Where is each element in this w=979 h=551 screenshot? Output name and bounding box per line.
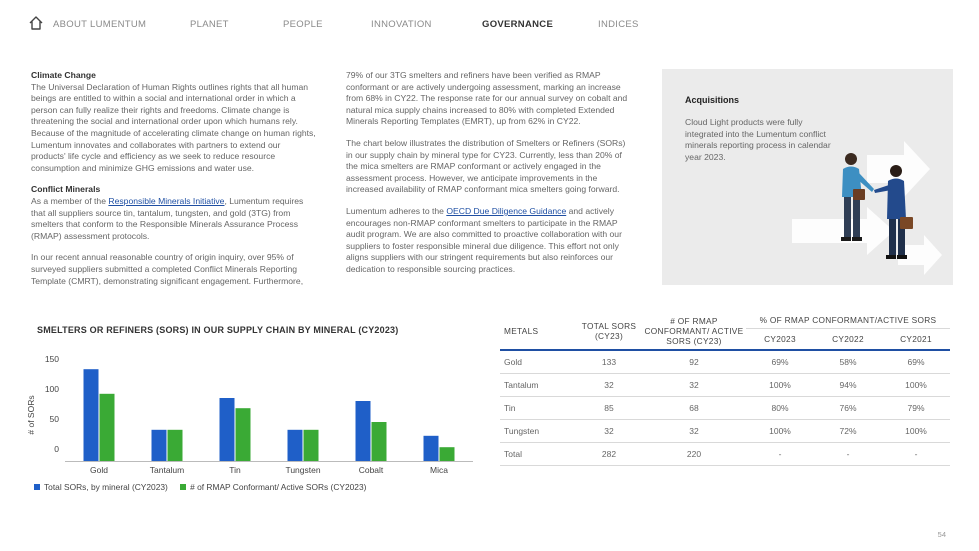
chart-legend: [34, 482, 376, 492]
cell-cy2021: 100%: [882, 419, 950, 442]
nav-item-innovation[interactable]: INNOVATION: [371, 19, 432, 30]
bar-gold-series-1: [100, 394, 115, 461]
cell-conformant: 32: [642, 373, 746, 396]
page-number: 54: [937, 530, 946, 539]
bar-tin-series-0: [220, 398, 235, 461]
y-axis-label: # of SORs: [26, 395, 36, 435]
cell-cy2021: 69%: [882, 350, 950, 373]
rmap-paragraph: 79% of our 3TG smelters and refiners have been verified as RMAP conformant or are actively undergoing assessment, marking an increase from 68% in CY22. The response rate for our annual survey on cobalt and natural mica supply chains increased to 80% with completed Extended Minerals Reporting Templates (EMRT), up from 62% in CY22.: [346, 70, 628, 127]
acquisitions-text: Cloud Light products were fully integrated into the Lumentum conflict minerals reporting process in calendar year 2023.: [685, 117, 831, 162]
cell-metal: Tantalum: [500, 373, 576, 396]
bar-mica-series-0: [424, 436, 439, 461]
nav-item-planet[interactable]: PLANET: [190, 19, 229, 30]
acquisitions-title: Acquisitions: [685, 95, 740, 105]
home-icon[interactable]: [28, 15, 44, 31]
header-conformant-sors: # OF RMAP CONFORMANT/ ACTIVE SORS (CY23): [644, 315, 744, 346]
top-navigation: [28, 12, 958, 36]
sor-bar-chart: [25, 338, 480, 478]
cell-cy2022: 94%: [814, 373, 882, 396]
chart-title: SMELTERS OR REFINERS (SORS) IN OUR SUPPLY CHAIN BY MINERAL (CY2023): [37, 325, 399, 335]
bar-tungsten-series-1: [304, 430, 319, 461]
cell-cy2023: 100%: [746, 419, 814, 442]
cell-metal: Tungsten: [500, 419, 576, 442]
conflict-minerals-heading: Conflict Minerals: [31, 184, 101, 195]
text-span: , Lumentum requires that all suppliers source tin, tantalum, tungsten, and gold (3TG) from smelters that conform to the Responsible Minerals Assurance Process (RMAP) assessment protocols.: [31, 195, 304, 241]
bar-gold-series-0: [84, 369, 99, 461]
cell-metal: Total: [500, 442, 576, 465]
oecd-paragraph: [346, 206, 631, 276]
nav-item-indices[interactable]: INDICES: [598, 19, 639, 30]
cell-cy2022: 72%: [814, 419, 882, 442]
acquisitions-box: [662, 69, 953, 285]
text-span: and actively encourages non-RMAP conformant smelters to participate in the RMAP audit program. We are also committed to proactive collaboration with our suppliers to foster responsible mineral due diligence. This effort not only aligns suppliers with our stringent requirements but also reinforces our dedication to responsible sourcing practices.: [346, 205, 622, 274]
x-tick-label: Tungsten: [285, 465, 321, 475]
table-row: [500, 373, 950, 396]
header-year-2023: CY2023: [746, 328, 814, 350]
header-metals: METALS: [504, 325, 539, 336]
chart-intro-paragraph: The chart below illustrates the distribution of Smelters or Refiners (SORs) in our supply chain by mineral type for CY23. Currently, less than 20% of the mica smelters are RMAP conformant or actively engaged in the assessment process. However, we anticipate improvements in the increased availability of RMAP conformant mica smelters going forward.: [346, 137, 626, 195]
bar-mica-series-1: [440, 447, 455, 461]
x-tick-label: Tin: [229, 465, 241, 475]
header-percent-conformant: % OF RMAP CONFORMANT/ACTIVE SORS: [759, 314, 937, 325]
nav-item-about-lumentum[interactable]: ABOUT LUMENTUM: [53, 19, 147, 30]
text-column-left: [31, 70, 316, 297]
table-row: [500, 442, 950, 465]
oecd-link[interactable]: OECD Due Diligence Guidance: [446, 205, 567, 216]
cell-metal: Tin: [500, 396, 576, 419]
bar-cobalt-series-1: [372, 422, 387, 461]
bar-cobalt-series-0: [356, 401, 371, 461]
table-row: [500, 396, 950, 419]
cell-total: 85: [576, 396, 642, 419]
cell-cy2022: -: [814, 442, 882, 465]
climate-change-heading: Climate Change: [31, 70, 96, 80]
cell-cy2023: 100%: [746, 373, 814, 396]
y-tick-label: 0: [54, 444, 59, 454]
nav-item-people[interactable]: PEOPLE: [283, 19, 323, 30]
cell-conformant: 220: [642, 442, 746, 465]
y-tick-label: 100: [44, 384, 59, 394]
header-year-2021: CY2021: [882, 328, 950, 350]
header-total-sors: TOTAL SORS (CY23): [581, 320, 637, 341]
bar-tin-series-1: [236, 408, 251, 461]
x-tick-label: Gold: [90, 465, 108, 475]
cell-metal: Gold: [500, 350, 576, 373]
legend-swatch-conformant: [180, 484, 186, 490]
legend-swatch-total: [34, 484, 40, 490]
cell-cy2023: 69%: [746, 350, 814, 373]
cell-conformant: 92: [642, 350, 746, 373]
cell-total: 282: [576, 442, 642, 465]
table-row: [500, 350, 950, 373]
x-tick-label: Tantalum: [149, 465, 185, 475]
cell-cy2021: -: [882, 442, 950, 465]
bar-tantalum-series-1: [168, 430, 183, 461]
rmi-link[interactable]: Responsible Minerals Initiative: [108, 195, 225, 206]
cell-total: 32: [576, 373, 642, 396]
text-span: Lumentum adheres to the: [346, 205, 447, 216]
cell-cy2022: 58%: [814, 350, 882, 373]
x-tick-label: Cobalt: [358, 465, 384, 475]
cmrt-paragraph: In our recent annual reasonable country of origin inquiry, over 95% of surveyed suppliers submitted a completed Conflict Minerals Reporting Template (CMRT), demonstrating significant engagement. Furthermore,: [31, 252, 304, 286]
cell-conformant: 68: [642, 396, 746, 419]
cell-cy2022: 76%: [814, 396, 882, 419]
cell-total: 32: [576, 419, 642, 442]
cell-cy2023: 80%: [746, 396, 814, 419]
cell-cy2023: -: [746, 442, 814, 465]
sor-table: [500, 312, 950, 466]
y-tick-label: 50: [49, 414, 59, 424]
cell-conformant: 32: [642, 419, 746, 442]
bar-tantalum-series-0: [152, 430, 167, 461]
nav-item-governance[interactable]: GOVERNANCE: [482, 19, 554, 30]
conflict-minerals-paragraph: [31, 196, 316, 242]
bar-tungsten-series-0: [288, 430, 303, 461]
text-column-middle: [346, 70, 631, 286]
x-tick-label: Mica: [430, 465, 448, 475]
table-row: [500, 419, 950, 442]
climate-change-paragraph: The Universal Declaration of Human Rights outlines rights that all human beings are entitled to within a social and international order in which a person can fully realize their rights and freedoms. Climate change is threatening the social and international order upon which humans rely. Because of the magnitude of accelerating climate change on human rights, Lumentum innovates and collaborates with partners to extend our products' life cycle and efficiency as we seek to reduce resource consumption and minimize GHG emissions and water use.: [31, 81, 316, 173]
y-tick-label: 150: [44, 354, 59, 364]
text-span: As a member of the: [31, 195, 109, 206]
cell-cy2021: 79%: [882, 396, 950, 419]
legend-label-conformant: # of RMAP Conformant/ Active SORs (CY2023): [190, 482, 367, 492]
header-year-2022: CY2022: [814, 328, 882, 350]
legend-label-total: Total SORs, by mineral (CY2023): [44, 482, 168, 492]
cell-total: 133: [576, 350, 642, 373]
cell-cy2021: 100%: [882, 373, 950, 396]
